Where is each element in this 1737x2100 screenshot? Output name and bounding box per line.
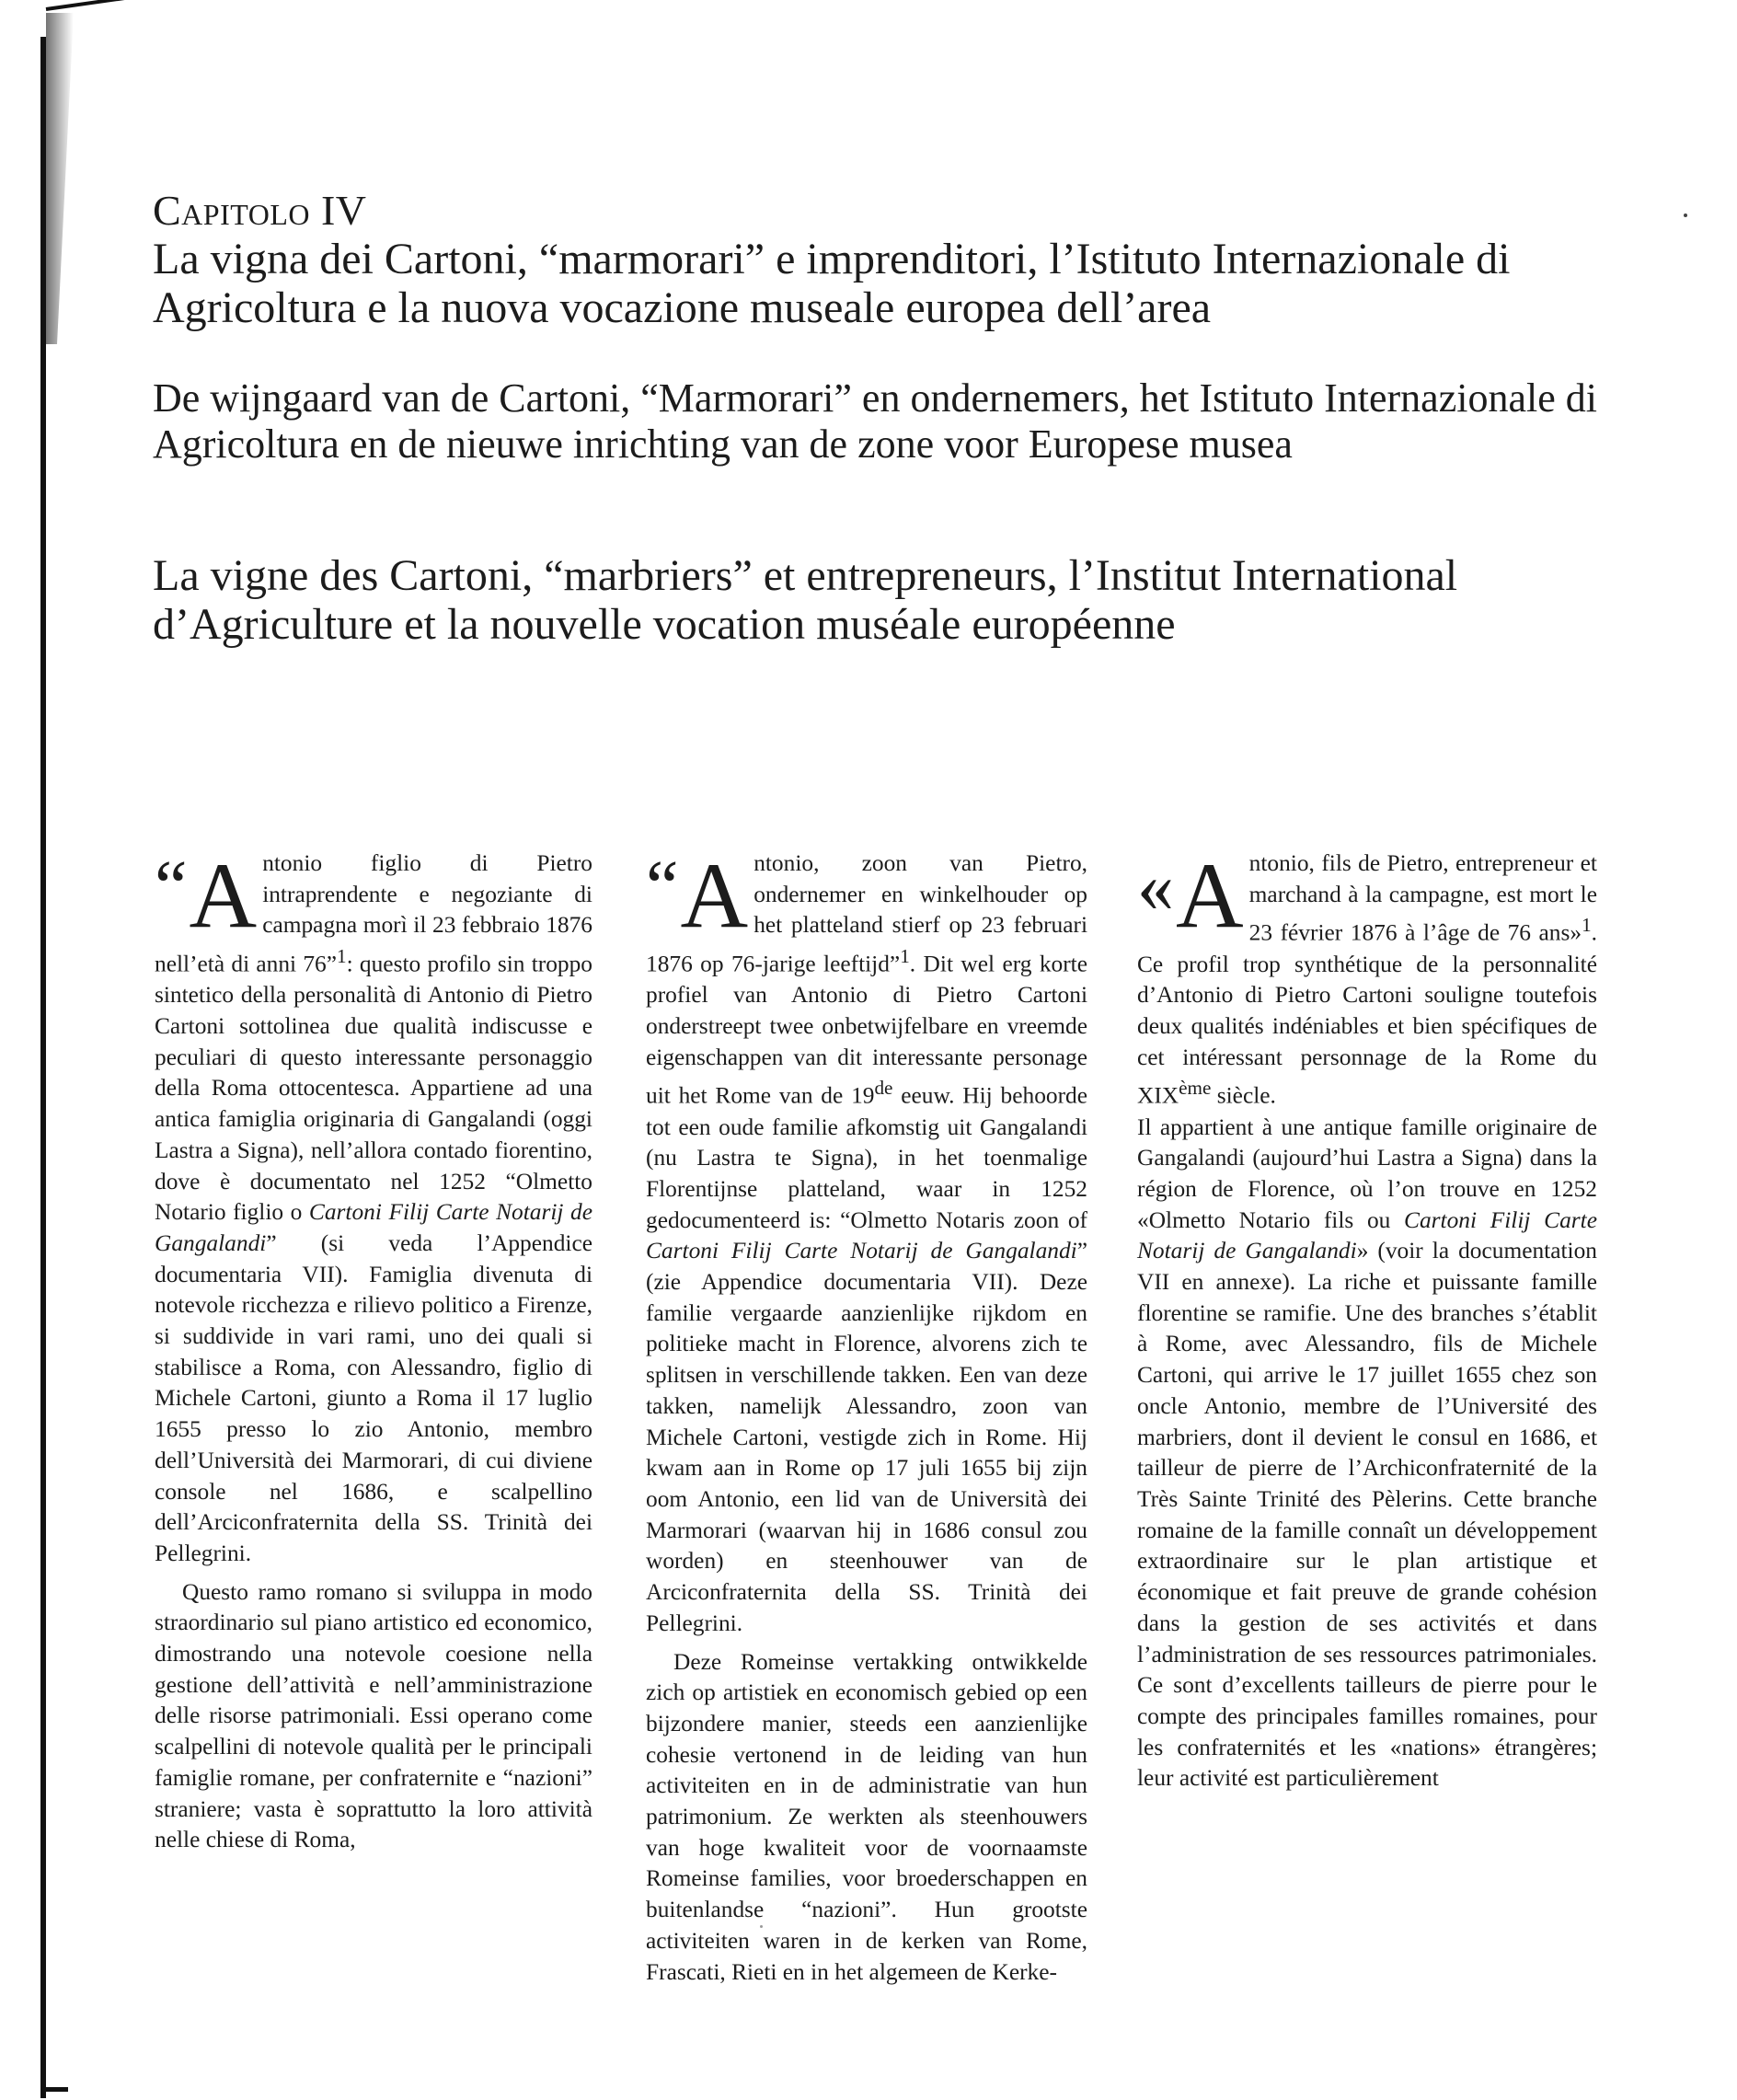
paragraph [155,844,592,1570]
drop-cap [646,844,749,948]
text-run: ” (zie Appendice documentaria VII). Deze familie vergaarde aanzienlijke rijkdom en politieke macht in Florence, alvorens zich te splitsen in verschillende takken. Een van deze takken, namelijk Alessandro, zoon van Michele Cartoni, vestigde zich in Rome. Hij kwam aan in Rome op 17 juli 1655 bij zijn oom Antonio, een lid van de Università dei Marmorari (waarvan hij in 1686 consul zou worden) en steenhouwer van de Arciconfraternita della SS. Trinità dei Pellegrini. [646,1238,1087,1636]
column-dutch [646,844,1088,1988]
chapter-title-italian: La vigna dei Cartoni, “marmorari” e imprenditori, l’Istituto Internazionale di Agricoltura e la nuova vocazione museale europea dell’area [153,235,1511,332]
column-italian [155,844,592,1856]
drop-cap-quote: « [1137,847,1174,928]
text-run: ” (si veda l’Appendice documentaria VII). Famiglia divenuta di notevole ricchezza e rilievo politico a Firenze, si suddivide in vari rami, uno dei quali si stabilisce a Roma, con Alessandro, figlio di Michele Cartoni, giunto a Roma il 17 luglio 1655 presso lo zio Antonio, membro dell’Università dei Marmorari, di cui diviene console nel 1686, e scalpellino dell’Arciconfraternita della SS. Trinità dei Pellegrini. [155,1229,592,1566]
ordinal-suffix: ème [1179,1077,1212,1100]
paragraph [1137,1113,1597,1794]
text-run: ntonio, zoon van Pietro, ondernemer en winkelhouder op het platteland stierf op 23 februari 1876 op 76-jarige leeftijd” [646,850,1087,977]
scan-page-edge [40,37,46,2098]
text-run: . Ce profil trop synthétique de la personnalité d’Antonio di Pietro Cartoni souligne toutefois deux qualités indéniables et bien spécifiques de cet intéressant personnage de la Rome du XIX [1137,919,1597,1109]
text-run: : questo profilo sin troppo sintetico della personalità di Antonio di Pietro Cartoni sottolinea due qualità indiscusse e peculiari di questo interessante personaggio della Roma ottocentesca. Appartiene ad una antica famiglia originaria di Gangalandi (oggi Lastra a Signa), nell’allora contado fiorentino, dove è documentato nel 1252 “Olmetto Notario figlio o [155,951,592,1226]
footnote-ref: 1 [337,945,347,968]
chapter-title-french: La vigne des Cartoni, “marbriers” et entrepreneurs, l’Institut International d’Agriculture et la nouvelle vocation muséale européenne [153,551,1458,649]
text-run: ntonio figlio di Pietro intraprendente e negoziante di campagna morì il 23 febbraio 1876 nell’età di anni 76” [155,850,592,977]
scan-page-edge-top [46,0,138,11]
drop-cap-quote: “ [646,847,679,928]
paragraph [1137,844,1597,1113]
drop-cap [155,844,258,948]
scan-binding-shadow [46,13,74,344]
ordinal-suffix: de [874,1077,893,1100]
chapter-title-dutch: De wijngaard van de Cartoni, “Marmorari” en ondernemers, het Istituto Internazionale di Agricoltura en de nieuwe inrichting van de zone voor Europese musea [153,375,1597,467]
scan-speck [1684,213,1687,217]
drop-cap-letter: A [680,844,749,948]
text-run: siècle. [1211,1082,1276,1109]
footnote-ref: 1 [1582,914,1592,937]
chapter-label: Capitolo IV [153,187,367,234]
scan-page-edge-bottom [40,2087,68,2092]
text-run: . Dit wel erg korte profiel van Antonio di Pietro Cartoni onderstreept twee onbetwijfelbare en vreemde eigenschappen van dit interessante personage uit het Rome van de 19 [646,951,1087,1109]
drop-cap [1137,844,1244,948]
text-run: Il appartient à une antique famille originaire de Gangalandi (aujourd’hui Lastra a Signa) dans la région de Florence, où l’on trouve en 1252 «Olmetto Notario fils ou [1137,1113,1597,1233]
column-french [1137,844,1598,1794]
text-run: ntonio, fils de Pietro, entrepreneur et marchand à la campagne, est mort le 23 février 1876 à l’âge de 76 ans» [1248,850,1597,946]
italic-citation: Cartoni Filij Carte Notarij de Gangalandi [1137,1206,1597,1264]
drop-cap-letter: A [189,844,258,948]
paragraph: Questo ramo romano si sviluppa in modo straordinario sul piano artistico ed economico, dimostrando una notevole coesione nella gestione dell’attività e nell’amministrazione delle risorse patrimoniali. Essi operano come scalpellini di notevole qualità per le principali famiglie romane, per confraternite e “nazioni” straniere; vasta è soprattutto la loro attività nelle chiese di Roma, [155,1578,592,1853]
paragraph [646,844,1088,1640]
italic-citation: Cartoni Filij Carte Notarij de Gangalandi [155,1199,592,1256]
text-run: » (voir la documentation VII en annexe). La riche et puissante famille florentine se ramifie. Une des branches s’établit à Rome, avec Alessandro, fils de Michele Cartoni, qui arrive le 17 juillet 1655 chez son oncle Antonio, membre de l’Université des marbriers, dont il devient le consul en 1686, et tailleur de pierre de l’Archiconfraternité de la Très Sainte Trinité des Pèlerins. Cette branche romaine de la famille connaît un développement extraordinaire sur le plan artistique et économique et fait preuve de grande cohésion dans la gestion de ses activités et dans l’administration de ses ressources patrimoniales. Ce sont d’excellents tailleurs de pierre pour le compte des principales familles romaines, pour les confraternités et les «nations» étrangères; leur activité est particulièrement [1137,1238,1598,1792]
text-run: eeuw. Hij behoorde tot een oude familie afkomstig uit Gangalandi (nu Lastra te Signa), in het toenmalige Florentijnse platteland, waar in 1252 gedocumenteerd is: “Olmetto Notaris zoon of [646,1082,1088,1233]
paragraph: Deze Romeinse vertakking ontwikkelde zich op artistiek en economisch gebied op een bijzondere manier, steeds een aanzienlijke cohesie vertonend in de leiding van hun activiteiten en in de administratie van hun patrimonium. Ze werkten als steenhouwers van hoge kwaliteit voor de voornaamste Romeinse families, voor broederschappen en buitenlandse “nazioni”. Hun grootste activiteiten waren in de kerken van Rome, Frascati, Rieti en in het algemeen de Kerke- [646,1648,1087,1985]
drop-cap-letter: A [1176,844,1244,948]
footnote-ref: 1 [900,945,910,968]
italic-citation: Cartoni Filij Carte Notarij de Gangalandi [646,1238,1077,1264]
drop-cap-quote: “ [155,847,188,928]
